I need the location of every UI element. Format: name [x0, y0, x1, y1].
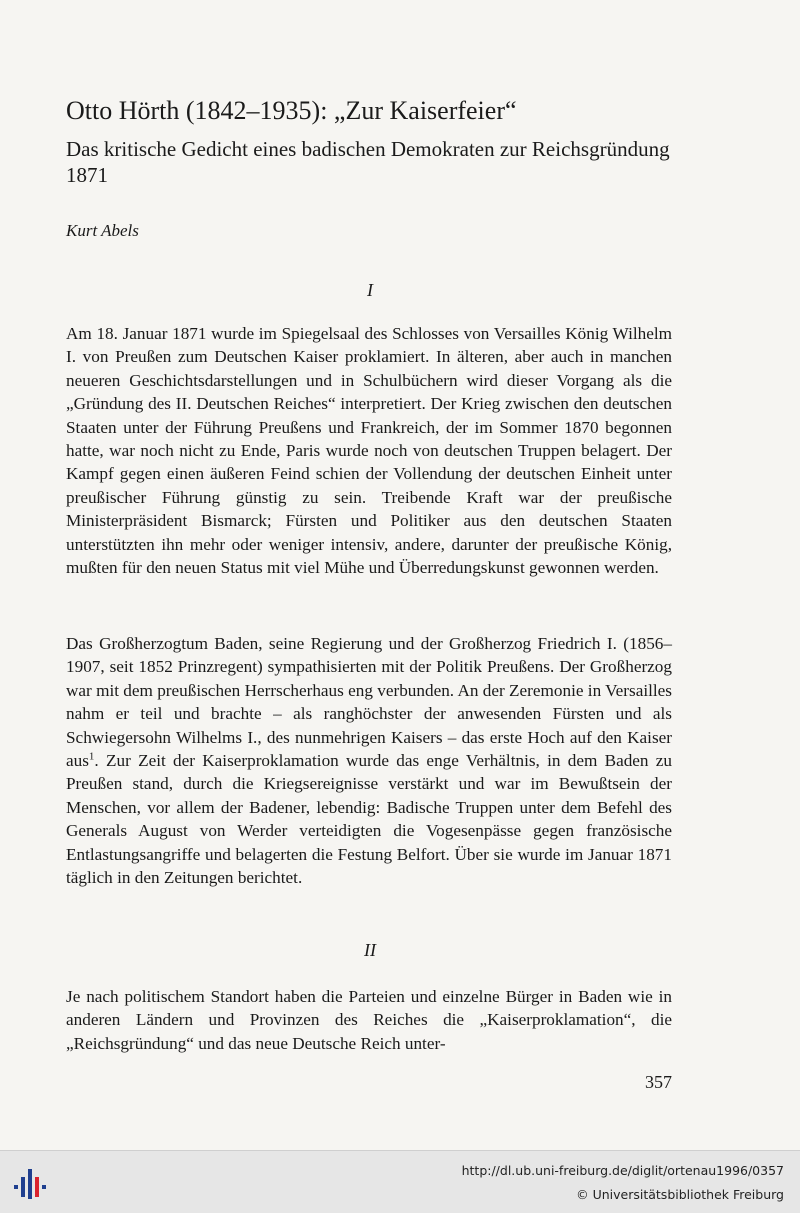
article-title: Otto Hörth (1842–1935): „Zur Kaiserfeier“ [66, 96, 517, 125]
article-author: Kurt Abels [66, 221, 139, 240]
section-mark-1: I [367, 280, 373, 300]
article-subtitle: Das kritische Gedicht eines badischen Demokraten zur Reichsgründung 1871 [66, 137, 670, 187]
paragraph-1: Am 18. Januar 1871 wurde im Spiegelsaal des Schlosses von Versailles König Wilhelm I. von Preußen zum Deutschen Kaiser proklamiert. In älteren, aber auch in manchen neueren Geschichtsdarstellungen und in Schulbüchern wird dieser Vorgang als die „Gründung des II. Deutschen Reiches“ interpretiert. Der Krieg zwischen den deutschen Staaten unter der Führung Preußens und Frankreich, der im Sommer 1870 begonnen hatte, war noch nicht zu Ende, Paris wurde noch von deutschen Truppen belagert. Der Kampf gegen einen äußeren Feind schien der Vollendung der deutschen Einheit unter preußischer Führung günstig zu sein. Treibende Kraft war der preußische Ministerpräsident Bismarck; Fürsten und Politiker aus den deutschen Staaten unterstützten ihn mehr oder weniger intensiv, andere, darunter der preußische König, mußten für den neuen Status mit viel Mühe und Überredungskunst gewonnen werden. [66, 324, 672, 578]
section-mark-2: II [364, 940, 376, 960]
paragraph-2-text: Das Großherzogtum Baden, seine Regierung und der Großherzog Friedrich I. (1856–1907, seit 1852 Prinzregent) sympathisierten mit der Politik Preußens. Der Großherzog war mit dem preußischen Herrscherhaus eng verbunden. An der Zeremonie in Versailles nahm er teil und brachte – als ranghöchster der anwesenden Fürsten und als Schwiegersohn Wilhelms I., des nunmehrigen Kaisers – das erste Hoch auf den Kaiser aus [66, 634, 672, 771]
copyright-text: © Universitätsbibliothek Freiburg [576, 1187, 784, 1202]
footnote-ref-1[interactable]: 1 [88, 750, 95, 763]
page-number: 357 [645, 1072, 672, 1092]
paragraph-2: Das Großherzogtum Baden, seine Regierung und der Großherzog Friedrich I. (1856–1907, seit 1852 Prinzregent) sympathisierten mit der Politik Preußens. Der Großherzog war mit dem preußischen Herrscherhaus eng verbunden. An der Zeremonie in Versailles nahm er teil und brachte – als ranghöchster der anwesenden Fürsten und als Schwiegersohn Wilhelms I., des nunmehrigen Kaisers – das erste Hoch auf den Kaiser aus$^1$. Zur Zeit der Kaiserproklamation wurde das enge Verhältnis, in dem Baden zu Preußen stand, durch die Kriegsereignisse verstärkt und war im Bewußtsein der Menschen, vor allem der Badener, lebendig: Badische Truppen unter dem Befehl des Generals August von Werder verteidigten die Vogesenpässe gegen französische Entlastungsangriffe und belagerten die Festung Belfort. Über sie wurde im Januar 1871 täglich in den Zeitungen berichtet. [66, 634, 673, 888]
paragraph-2-text-cont: Zur Zeit der Kaiserproklamation wurde das enge Verhältnis, in dem Baden zu Preußen stand, durch die Kriegsereignisse verstärkt und war im Bewußtsein der Menschen, vor allem der Badener, lebendig: Badische Truppen unter dem Befehl des Generals August von Werder verteidigten die Vogesenpässe gegen französische Entlastungsangriffe und belagerten die Festung Belfort. Über sie wurde im Januar 1871 täglich in den Zeitungen berichtet. [66, 751, 673, 888]
paragraph-3: Je nach politischem Standort haben die Parteien und einzelne Bürger in Baden wie in anderen Ländern und Provinzen des Reiches die „Kaiserproklamation“, die „Reichsgründung“ und das neue Deutsche Reich unter- [66, 987, 672, 1053]
ub-freiburg-logo-icon [12, 1167, 56, 1201]
footer-bar [0, 1150, 800, 1213]
source-url-link[interactable]: http://dl.ub.uni-freiburg.de/diglit/ortenau1996/0357 [461, 1163, 784, 1178]
